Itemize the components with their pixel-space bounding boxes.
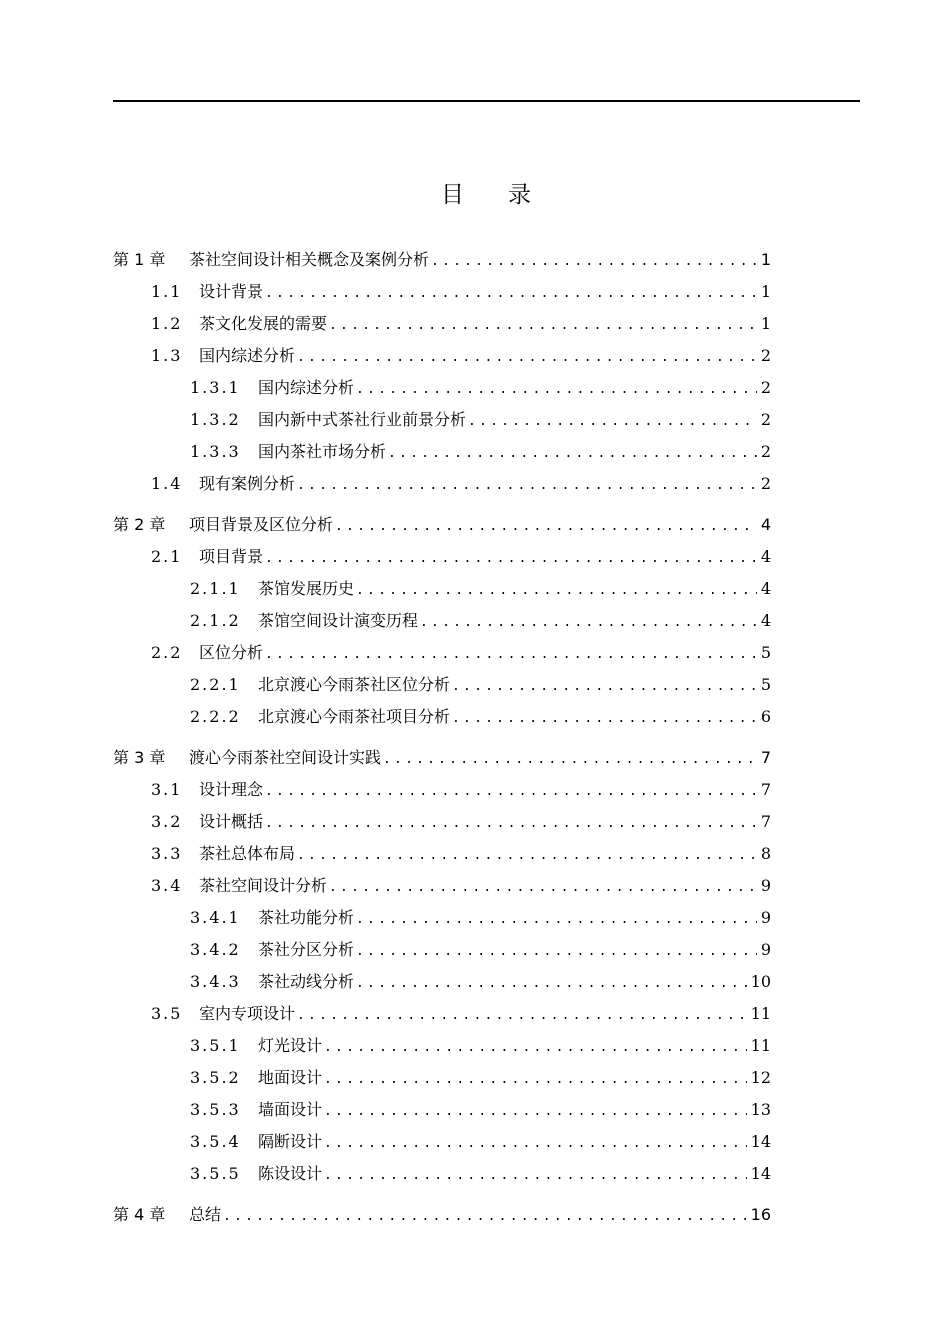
toc-dot-leader <box>324 1064 747 1096</box>
toc-entry-number: 3.5.5 <box>190 1164 241 1183</box>
toc-dot-leader <box>297 840 757 872</box>
toc-page-number: 4 <box>760 547 771 566</box>
toc-dot-leader <box>297 342 757 374</box>
toc-section-entry[interactable] <box>113 468 771 500</box>
toc-dot-leader <box>388 438 757 470</box>
toc-entry-number: 3.3 <box>151 844 183 863</box>
toc-page-number: 1 <box>760 250 771 269</box>
toc-page-number: 9 <box>760 908 771 927</box>
toc-section-entry[interactable] <box>113 870 771 902</box>
toc-entry-title: 茶馆发展历史 <box>258 579 355 598</box>
toc-page-number: 13 <box>750 1100 771 1119</box>
toc-entry-title: 国内综述分析 <box>258 378 355 397</box>
toc-section-entry[interactable] <box>113 774 771 806</box>
toc-dot-leader <box>324 1032 747 1064</box>
toc-dot-leader <box>356 904 757 936</box>
toc-entry-title: 区位分析 <box>199 643 264 662</box>
toc-page-number: 7 <box>760 780 771 799</box>
toc-entry-number: 3.2 <box>151 812 183 831</box>
toc-dot-leader <box>431 246 757 278</box>
toc-page-number: 16 <box>750 1205 771 1224</box>
toc-chapter-entry[interactable] <box>113 742 771 774</box>
toc-entry-number: 1.4 <box>151 474 183 493</box>
toc-entry-number: 2.2.1 <box>190 675 241 694</box>
toc-entry-number: 2.2 <box>151 643 183 662</box>
toc-dot-leader <box>297 470 757 502</box>
toc-entry-number: 3.4.3 <box>190 972 241 991</box>
toc-page-number: 5 <box>760 643 771 662</box>
toc-section-entry[interactable] <box>113 436 771 468</box>
toc-dot-leader <box>265 543 757 575</box>
toc-dot-leader <box>356 374 757 406</box>
toc-entry-number: 3.4.1 <box>190 908 241 927</box>
toc-entry-number: 1.2 <box>151 314 183 333</box>
toc-entry-number: 第 4 章 <box>113 1205 166 1224</box>
toc-entry-title: 茶社总体布局 <box>199 844 296 863</box>
toc-entry-title: 陈设设计 <box>258 1164 323 1183</box>
toc-entry-number: 第 1 章 <box>113 250 166 269</box>
toc-dot-leader <box>324 1128 747 1160</box>
toc-dot-leader <box>420 607 757 639</box>
toc-entry-title: 北京渡心今雨茶社项目分析 <box>258 707 451 726</box>
toc-section-entry[interactable] <box>113 276 771 308</box>
toc-section-entry[interactable] <box>113 966 771 998</box>
toc-dot-leader <box>356 575 757 607</box>
toc-entry-number: 3.5.4 <box>190 1132 241 1151</box>
toc-page-number: 2 <box>760 378 771 397</box>
toc-dot-leader <box>297 1000 747 1032</box>
toc-page-number: 5 <box>760 675 771 694</box>
toc-dot-leader <box>265 639 757 671</box>
toc-entry-title: 茶文化发展的需要 <box>199 314 328 333</box>
toc-page-number: 4 <box>760 579 771 598</box>
title-char-right: 录 <box>508 182 531 208</box>
toc-chapter-entry[interactable] <box>113 244 771 276</box>
toc-entry-number: 3.5.2 <box>190 1068 241 1087</box>
toc-page-number: 7 <box>760 748 771 767</box>
toc-entry-title: 北京渡心今雨茶社区位分析 <box>258 675 451 694</box>
toc-dot-leader <box>383 744 757 776</box>
toc-entry-title: 墙面设计 <box>258 1100 323 1119</box>
toc-section-entry[interactable] <box>113 838 771 870</box>
toc-section-entry[interactable] <box>113 605 771 637</box>
toc-section-entry[interactable] <box>113 1094 771 1126</box>
toc-section-entry[interactable] <box>113 934 771 966</box>
toc-entry-title: 国内综述分析 <box>199 346 296 365</box>
toc-entry-number: 第 3 章 <box>113 748 166 767</box>
toc-entry-title: 现有案例分析 <box>199 474 296 493</box>
toc-entry-title: 茶社空间设计分析 <box>199 876 328 895</box>
toc-entry-title: 地面设计 <box>258 1068 323 1087</box>
toc-dot-leader <box>329 872 757 904</box>
toc-section-entry[interactable] <box>113 637 771 669</box>
toc-entry-number: 2.1.1 <box>190 579 241 598</box>
toc-entry-number: 3.4 <box>151 876 183 895</box>
toc-entry-number: 3.5.1 <box>190 1036 241 1055</box>
toc-entry-number: 第 2 章 <box>113 515 166 534</box>
table-of-contents <box>113 244 771 1231</box>
toc-entry-number: 3.5 <box>151 1004 183 1023</box>
toc-section-entry[interactable] <box>113 573 771 605</box>
toc-page-number: 4 <box>760 515 771 534</box>
toc-entry-title: 茶社分区分析 <box>258 940 355 959</box>
toc-page-number: 2 <box>760 346 771 365</box>
toc-chapter-entry[interactable] <box>113 509 771 541</box>
toc-entry-number: 1.3.1 <box>190 378 241 397</box>
toc-chapter-entry[interactable] <box>113 1199 771 1231</box>
toc-entry-title: 室内专项设计 <box>199 1004 296 1023</box>
toc-section-entry[interactable] <box>113 1126 771 1158</box>
toc-entry-title: 设计概括 <box>199 812 264 831</box>
toc-page-number: 2 <box>760 410 771 429</box>
toc-dot-leader <box>452 671 757 703</box>
toc-dot-leader <box>324 1096 747 1128</box>
toc-page-number: 12 <box>750 1068 771 1087</box>
toc-dot-leader <box>265 808 757 840</box>
toc-dot-leader <box>265 278 757 310</box>
toc-section-entry[interactable] <box>113 1030 771 1062</box>
toc-entry-title: 茶社动线分析 <box>258 972 355 991</box>
toc-entry-title: 总结 <box>189 1205 222 1224</box>
toc-dot-leader <box>356 936 757 968</box>
toc-entry-title: 项目背景及区位分析 <box>189 515 334 534</box>
toc-dot-leader <box>324 1160 747 1192</box>
toc-entry-number: 2.1.2 <box>190 611 241 630</box>
toc-entry-title: 渡心今雨茶社空间设计实践 <box>189 748 382 767</box>
toc-section-entry[interactable] <box>113 372 771 404</box>
toc-section-entry[interactable] <box>113 902 771 934</box>
toc-page-number: 7 <box>760 812 771 831</box>
toc-entry-number: 2.1 <box>151 547 183 566</box>
toc-page-number: 11 <box>750 1036 771 1055</box>
toc-page-number: 2 <box>760 442 771 461</box>
toc-dot-leader <box>452 703 757 735</box>
toc-section-entry[interactable] <box>113 340 771 372</box>
toc-page-number: 8 <box>760 844 771 863</box>
toc-entry-title: 设计背景 <box>199 282 264 301</box>
toc-entry-number: 1.3.3 <box>190 442 241 461</box>
toc-entry-number: 1.3.2 <box>190 410 241 429</box>
title-char-left: 目 <box>441 182 464 208</box>
toc-dot-leader <box>329 310 757 342</box>
toc-entry-title: 灯光设计 <box>258 1036 323 1055</box>
toc-page-number: 11 <box>750 1004 771 1023</box>
toc-section-entry[interactable] <box>113 669 771 701</box>
toc-section-entry[interactable] <box>113 998 771 1030</box>
toc-page-number: 10 <box>750 972 771 991</box>
toc-page-number: 6 <box>760 707 771 726</box>
toc-section-entry[interactable] <box>113 1158 771 1190</box>
toc-entry-number: 1.3 <box>151 346 183 365</box>
toc-page-number: 2 <box>760 474 771 493</box>
toc-dot-leader <box>265 776 757 808</box>
toc-entry-title: 国内新中式茶社行业前景分析 <box>258 410 467 429</box>
toc-page-number: 1 <box>760 282 771 301</box>
toc-entry-title: 国内茶社市场分析 <box>258 442 387 461</box>
toc-entry-title: 茶馆空间设计演变历程 <box>258 611 419 630</box>
toc-section-entry[interactable] <box>113 1062 771 1094</box>
toc-dot-leader <box>356 968 747 1000</box>
toc-dot-leader <box>468 406 757 438</box>
header-rule <box>113 100 860 102</box>
toc-section-entry[interactable] <box>113 404 771 436</box>
toc-page-number: 14 <box>750 1164 771 1183</box>
toc-section-entry[interactable] <box>113 701 771 733</box>
page-title <box>0 176 950 209</box>
toc-entry-number: 3.1 <box>151 780 183 799</box>
toc-dot-leader <box>335 511 757 543</box>
toc-page-number: 1 <box>760 314 771 333</box>
toc-section-entry[interactable] <box>113 308 771 340</box>
toc-entry-number: 2.2.2 <box>190 707 241 726</box>
toc-entry-number: 3.5.3 <box>190 1100 241 1119</box>
toc-dot-leader <box>223 1201 747 1233</box>
toc-page-number: 4 <box>760 611 771 630</box>
toc-entry-title: 项目背景 <box>199 547 264 566</box>
toc-section-entry[interactable] <box>113 806 771 838</box>
toc-entry-title: 茶社功能分析 <box>258 908 355 927</box>
toc-entry-title: 隔断设计 <box>258 1132 323 1151</box>
toc-page-number: 9 <box>760 876 771 895</box>
toc-entry-number: 1.1 <box>151 282 183 301</box>
toc-entry-number: 3.4.2 <box>190 940 241 959</box>
toc-page-number: 9 <box>760 940 771 959</box>
toc-page-number: 14 <box>750 1132 771 1151</box>
toc-entry-title: 设计理念 <box>199 780 264 799</box>
toc-section-entry[interactable] <box>113 541 771 573</box>
toc-entry-title: 茶社空间设计相关概念及案例分析 <box>189 250 430 269</box>
